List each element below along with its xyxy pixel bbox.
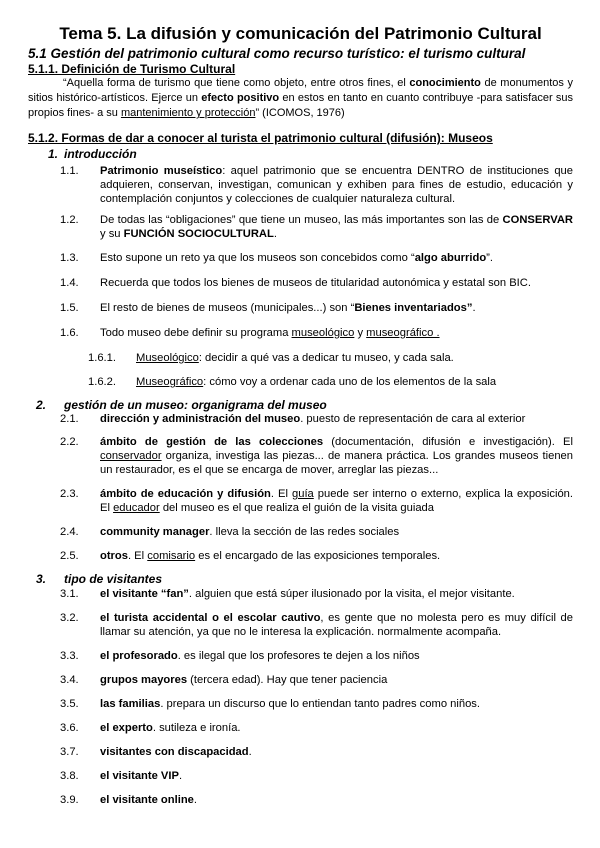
list-item: 3.3. el profesorado. es ilegal que los profesores te dejen a los niños	[60, 650, 420, 662]
section-heading-5-1: 5.1 Gestión del patrimonio cultural como recurso turístico: el turismo cultural	[28, 46, 526, 61]
list-item: 1.1. Patrimonio museístico: aquel patrimonio que se encuentra DENTRO de instituciones que adquieren, conservan, investigan, comunican y exhiben para fines de estudio, educación y contemplación conjuntos y colecciones de cualquier naturaleza cultural.	[60, 165, 573, 205]
list-subitem: 1.6.1. Museológico: decidir a qué vas a dedicar tu museo, y cada sala.	[88, 352, 454, 364]
list-item: 1.3. Esto supone un reto ya que los museos son concebidos como “algo aburrido”.	[60, 252, 494, 264]
section-heading-5-1-1: 5.1.1. Definición de Turismo Cultural	[28, 62, 236, 76]
list-item: 3.1. el visitante “fan”. alguien que está súper ilusionado por la visita, el mejor visitante.	[60, 588, 515, 600]
section-heading-5-1-2: 5.1.2. Formas de dar a conocer al turista el patrimonio cultural (difusión): Museos	[28, 131, 493, 145]
list-item: 1.6. Todo museo debe definir su programa museológico y museográfico .	[60, 327, 440, 339]
list-item: 2.4. community manager. lleva la sección de las redes sociales	[60, 526, 400, 538]
list-item: 2.5. otros. El comisario es el encargado de las exposiciones temporales.	[60, 550, 441, 562]
list-item: 2.1. dirección y administración del museo. puesto de representación de cara al exterior	[60, 413, 526, 425]
list-item: 3.6. el experto. sutileza e ironía.	[60, 722, 241, 734]
list-item: 1.5. El resto de bienes de museos (municipales...) son “Bienes inventariados”.	[60, 302, 476, 314]
list-heading-introduccion: 1. introducción	[48, 147, 137, 161]
list-subitem: 1.6.2. Museográfico: cómo voy a ordenar cada uno de los elementos de la sala	[88, 376, 497, 388]
list-item: 1.2. De todas las “obligaciones” que tiene un museo, las más importantes son las de CONSERVAR y su FUNCIÓN SOCIOCULTURAL.	[60, 214, 573, 240]
list-item: 3.5. las familias. prepara un discurso que lo entiendan tanto padres como niños.	[60, 698, 481, 710]
definition-quote: “Aquella forma de turismo que tiene como objeto, entre otros fines, el conocimiento de monumentos y sitios histórico-artísticos. Ejerce un efecto positivo en estos en tanto en cuanto contribuye -para satisfacer sus propios fines- a su mantenimiento y protección” (ICOMOS, 1976)	[28, 77, 574, 119]
list-item: 2.2. ámbito de gestión de las colecciones (documentación, difusión e investigación). El conservador organiza, investiga las piezas... de manera práctica. Los grandes museos tienen un restaurador, es el que se encarga de mover, arreglar las piezas...	[60, 436, 573, 476]
list-item: 3.8. el visitante VIP.	[60, 770, 183, 782]
list-item: 3.9. el visitante online.	[60, 794, 197, 806]
list-item: 3.2. el turista accidental o el escolar cautivo, es gente que no molesta pero es muy difícil de llamar su atención, ya que no le interesa la explicación. normalmente acompaña.	[60, 612, 574, 638]
list-item: 2.3. ámbito de educación y difusión. El guía puede ser interno o externo, explica la exposición. El educador del museo es el que realiza el guión de la visita guiada	[60, 488, 573, 514]
document-page	[28, 24, 573, 807]
list-heading-gestion: 2. gestión de un museo: organigrama del museo	[36, 398, 327, 412]
list-heading-visitantes: 3. tipo de visitantes	[36, 572, 163, 586]
list-item: 3.4. grupos mayores (tercera edad). Hay que tener paciencia	[60, 674, 388, 686]
document-title: Tema 5. La difusión y comunicación del Patrimonio Cultural	[59, 24, 542, 43]
list-item: 3.7. visitantes con discapacidad.	[60, 746, 252, 758]
list-item: 1.4. Recuerda que todos los bienes de museos de titularidad autonómica y estatal son BIC.	[60, 277, 531, 289]
